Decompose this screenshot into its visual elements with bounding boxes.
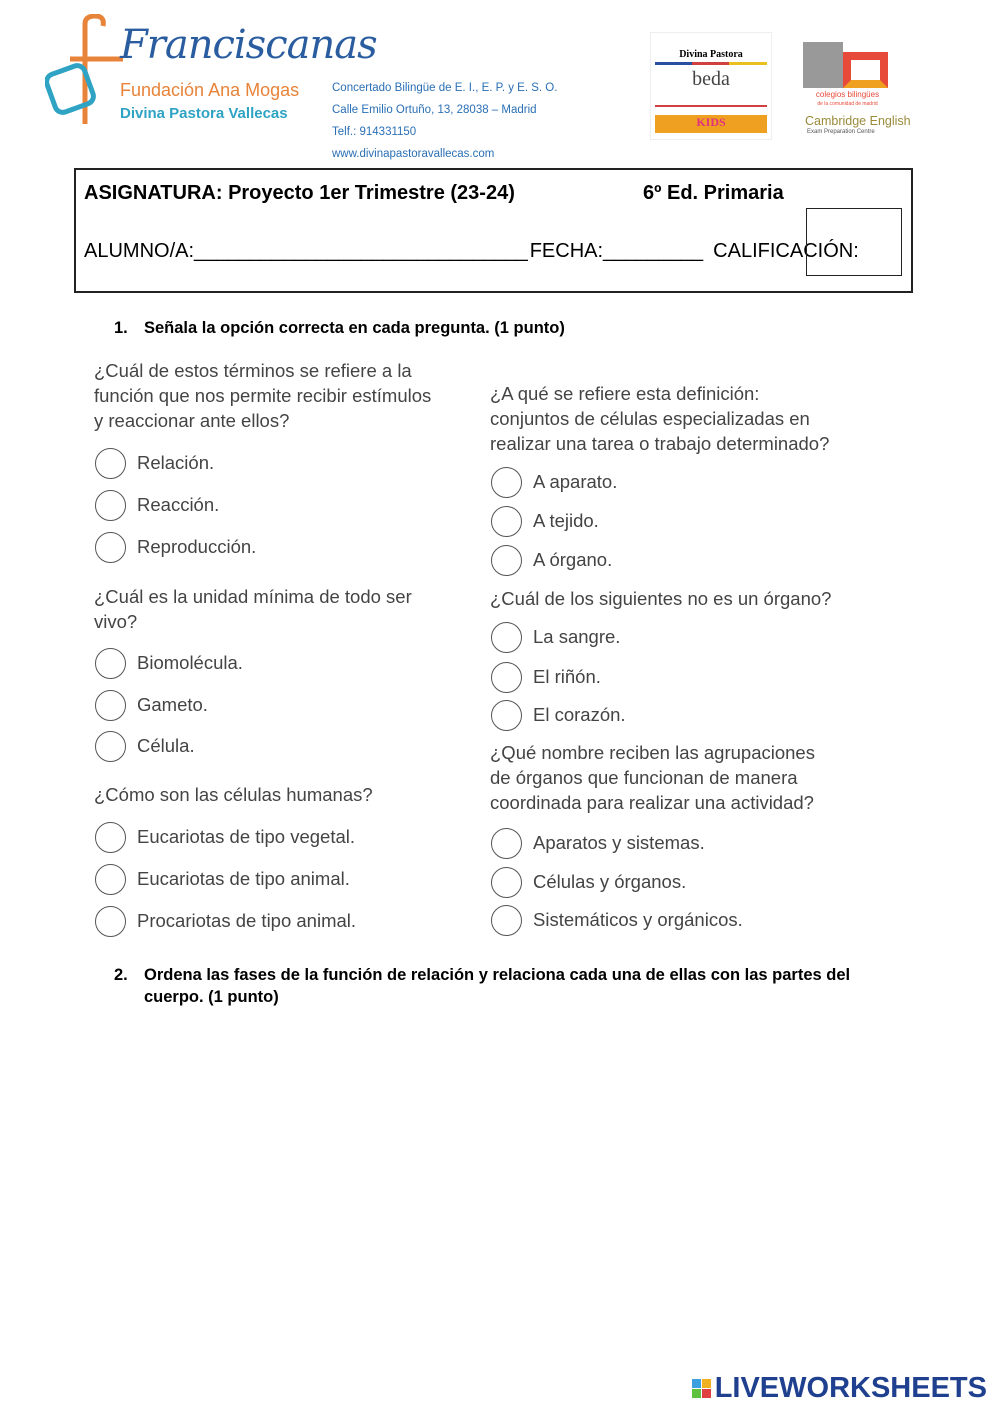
answer-option[interactable] — [95, 488, 219, 522]
radio-circle[interactable] — [95, 648, 126, 679]
answer-option[interactable] — [491, 865, 686, 899]
radio-circle[interactable] — [95, 532, 126, 563]
liveworksheets-text: LIVEWORKSHEETS — [714, 1372, 987, 1404]
radio-circle[interactable] — [491, 545, 522, 576]
radio-circle[interactable] — [95, 690, 126, 721]
answer-option[interactable] — [491, 903, 743, 937]
student-info-row — [84, 240, 859, 263]
answer-option[interactable] — [95, 446, 214, 480]
section2-title: Ordena las fases de la función de relación y relaciona cada una de ellas con las partes del — [144, 966, 851, 984]
answer-option[interactable] — [95, 820, 355, 854]
brand-name: Franciscanas — [120, 22, 377, 68]
logo-cambridge-sub: Exam Preparation Centre — [807, 129, 875, 135]
beda-logo — [650, 32, 772, 140]
question-text: ¿Cómo son las células humanas? — [94, 784, 373, 805]
subject-label: ASIGNATURA: Proyecto 1er Trimestre (23-24) — [84, 182, 515, 204]
answer-option[interactable] — [491, 660, 601, 694]
option-label: Reproducción. — [137, 536, 257, 557]
section2-number: 2. — [114, 966, 128, 984]
contact-address: Calle Emilio Ortuño, 13, 28038 – Madrid — [332, 104, 537, 116]
answer-option[interactable] — [95, 904, 356, 938]
grade-level: 6º Ed. Primaria — [643, 182, 784, 204]
answer-option[interactable] — [491, 620, 620, 654]
student-name-field[interactable]: ALUMNO/A:______________________________ — [84, 240, 528, 262]
answer-option[interactable] — [491, 543, 612, 577]
option-label: Procariotas de tipo animal. — [137, 910, 357, 931]
option-label: El corazón. — [533, 704, 626, 725]
franciscanas-logo-icon — [45, 14, 125, 129]
answer-option[interactable] — [491, 826, 705, 860]
question-text: ¿Cuál de estos términos se refiere a la función que nos permite recibir estímulos y reaccionar ante ellos? — [94, 360, 432, 431]
date-field[interactable]: FECHA:_________ — [529, 240, 704, 262]
option-label: A órgano. — [533, 549, 613, 570]
radio-circle[interactable] — [491, 506, 522, 537]
option-label: La sangre. — [533, 626, 621, 647]
answer-option[interactable] — [95, 688, 208, 722]
contact-phone: Telf.: 914331150 — [332, 126, 417, 138]
brand-school: Divina Pastora Vallecas — [120, 105, 288, 122]
radio-circle[interactable] — [491, 622, 522, 653]
option-label: A tejido. — [533, 510, 599, 531]
answer-option[interactable] — [491, 465, 617, 499]
logo-school-text: Divina Pastora — [679, 49, 743, 60]
question-text: ¿Qué nombre reciben las agrupaciones de órganos que funcionan de manera coordinada para realizar una actividad? — [490, 742, 815, 813]
radio-circle[interactable] — [491, 828, 522, 859]
option-label: Eucariotas de tipo vegetal. — [137, 826, 356, 847]
option-label: Biomolécula. — [137, 652, 243, 673]
logo-kids-text: KIDS — [655, 115, 767, 133]
option-label: Gameto. — [137, 694, 208, 715]
option-label: Sistemáticos y orgánicos. — [533, 909, 743, 930]
answer-option[interactable] — [95, 862, 350, 896]
contact-website[interactable]: www.divinapastoravallecas.com — [332, 148, 495, 160]
radio-circle[interactable] — [491, 662, 522, 693]
option-label: Célula. — [137, 735, 195, 756]
radio-circle[interactable] — [95, 490, 126, 521]
radio-circle[interactable] — [491, 467, 522, 498]
answer-option[interactable] — [95, 729, 195, 763]
radio-circle[interactable] — [95, 906, 126, 937]
section1-title: Señala la opción correcta en cada pregunta. (1 punto) — [144, 319, 565, 337]
score-label: CALIFICACIÓN: — [713, 240, 859, 262]
contact-line: Concertado Bilingüe de E. I., E. P. y E. S. O. — [332, 82, 558, 94]
radio-circle[interactable] — [95, 448, 126, 479]
logo-cb-sub: de la comunidad de madrid — [817, 101, 878, 107]
answer-option[interactable] — [491, 698, 626, 732]
option-label: Relación. — [137, 452, 215, 473]
liveworksheets-icon — [692, 1379, 711, 1398]
question-text: ¿Cuál de los siguientes no es un órgano? — [490, 588, 832, 609]
question-text: ¿A qué se refiere esta definición: conjuntos de células especializadas en realizar una tarea o trabajo determinado? — [490, 383, 830, 454]
option-label: A aparato. — [533, 471, 618, 492]
logo-beda-text: beda — [692, 68, 730, 90]
radio-circle[interactable] — [491, 867, 522, 898]
option-label: Aparatos y sistemas. — [533, 832, 705, 853]
radio-circle[interactable] — [95, 822, 126, 853]
radio-circle[interactable] — [491, 700, 522, 731]
answer-option[interactable] — [95, 646, 243, 680]
liveworksheets-logo — [692, 1372, 987, 1405]
option-label: El riñón. — [533, 666, 601, 687]
option-label: Células y órganos. — [533, 871, 687, 892]
radio-circle[interactable] — [491, 905, 522, 936]
answer-option[interactable] — [95, 530, 256, 564]
score-box[interactable] — [806, 208, 902, 276]
radio-circle[interactable] — [95, 731, 126, 762]
answer-option[interactable] — [491, 504, 599, 538]
bilingual-logo — [785, 30, 910, 140]
logo-cambridge-text: Cambridge English — [805, 114, 911, 128]
option-label: Reacción. — [137, 494, 220, 515]
question-text: ¿Cuál es la unidad mínima de todo ser vivo? — [94, 586, 412, 632]
option-label: Eucariotas de tipo animal. — [137, 868, 350, 889]
section2-title-cont: cuerpo. (1 punto) — [144, 988, 279, 1006]
logo-cb-text: colegios bilingües — [815, 90, 880, 99]
section1-number: 1. — [114, 319, 128, 337]
brand-foundation: Fundación Ana Mogas — [120, 80, 300, 100]
radio-circle[interactable] — [95, 864, 126, 895]
